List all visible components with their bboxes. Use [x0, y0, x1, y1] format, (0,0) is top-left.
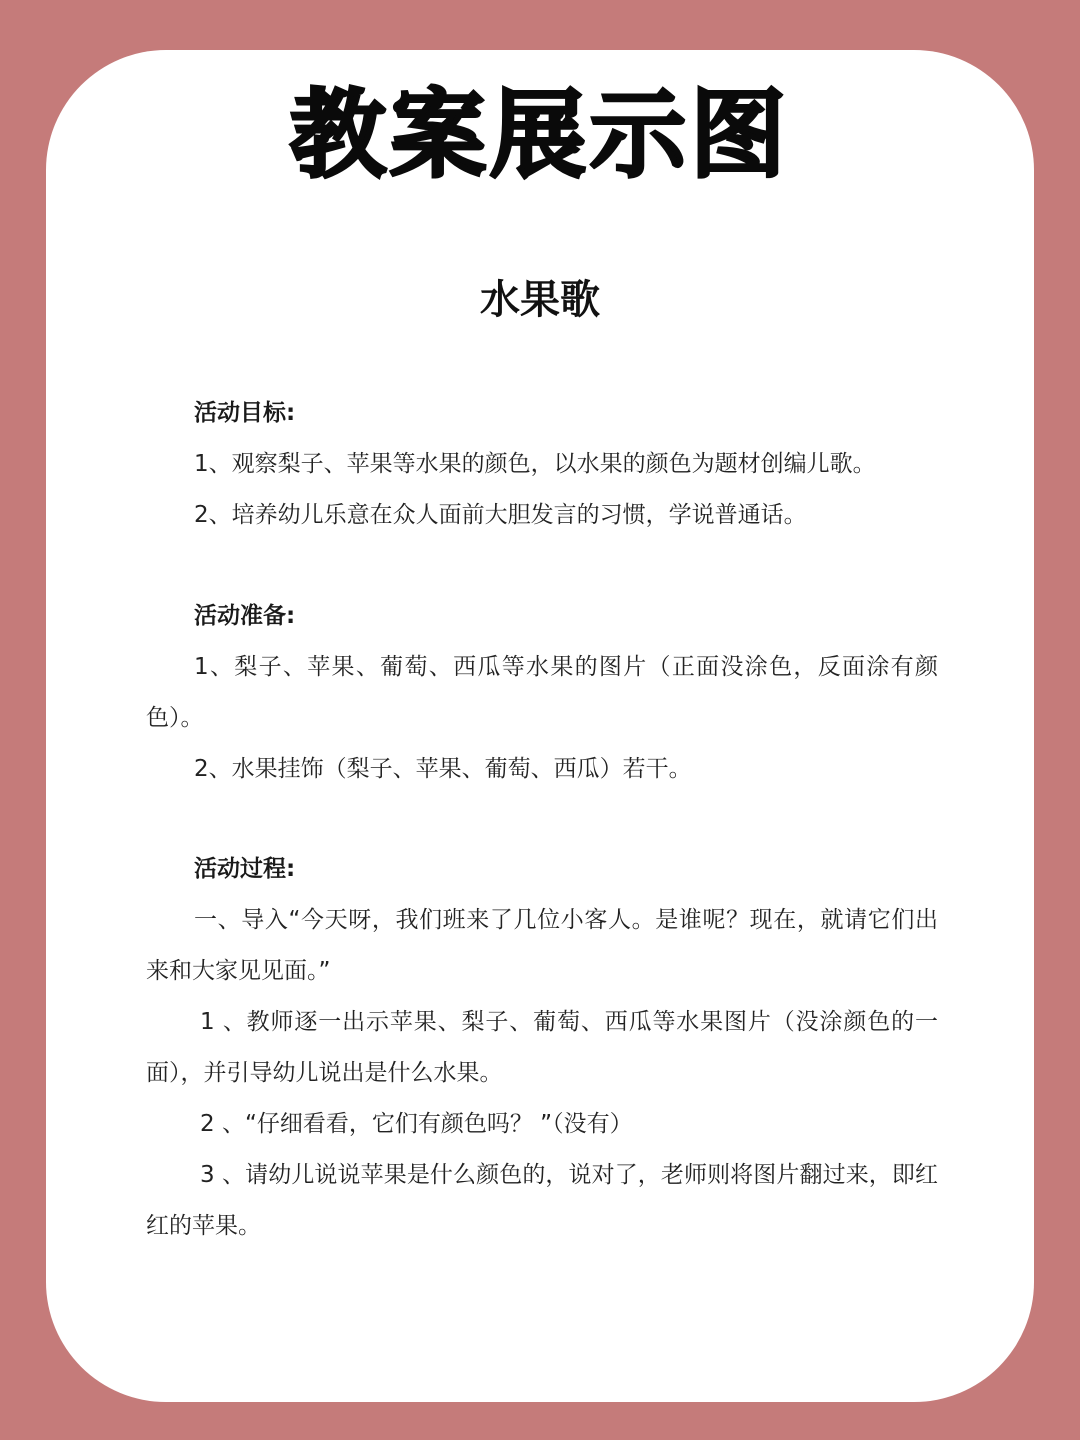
process-item: 3 、请幼儿说说苹果是什么颜色的，说对了，老师则将图片翻过来，即红红的苹果。	[146, 1162, 938, 1239]
process-item: 一、导入“今天呀，我们班来了几位小客人。是谁呢？现在，就请它们出来和大家见见面。”	[146, 907, 938, 984]
preparation-section	[146, 591, 938, 795]
goal-item: 1、观察梨子、苹果等水果的颜色，以水果的颜色为题材创编儿歌。	[194, 451, 876, 477]
process-item: 2 、“仔细看看，它们有颜色吗？ ”（没有）	[200, 1111, 633, 1137]
process-heading: 活动过程:	[194, 856, 296, 882]
preparation-item: 1、梨子、苹果、葡萄、西瓜等水果的图片（正面没涂色，反面涂有颜色）。	[146, 654, 938, 731]
preparation-item: 2、水果挂饰（梨子、苹果、葡萄、西瓜）若干。	[194, 756, 692, 782]
document-title: 水果歌	[480, 277, 600, 323]
goals-heading: 活动目标:	[194, 400, 296, 426]
goals-section	[146, 388, 938, 541]
page-title: 教案展示图	[290, 79, 790, 191]
process-item: 1 、教师逐一出示苹果、梨子、葡萄、西瓜等水果图片（没涂颜色的一面），并引导幼儿说出是什么水果。	[146, 1009, 938, 1086]
goal-item: 2、培养幼儿乐意在众人面前大胆发言的习惯，学说普通话。	[194, 502, 807, 528]
preparation-heading: 活动准备:	[194, 603, 296, 629]
process-section	[146, 844, 938, 1252]
